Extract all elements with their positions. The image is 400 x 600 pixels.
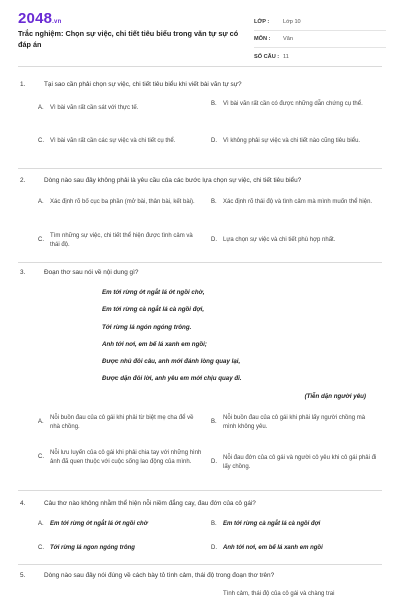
option-3b[interactable]: [211, 414, 377, 431]
meta-value: Văn: [283, 36, 293, 42]
option-letter: C.: [38, 454, 44, 461]
header-divider: [18, 66, 382, 67]
document-header: [0, 0, 400, 66]
option-1d[interactable]: [211, 137, 377, 146]
option-letter: A.: [38, 521, 44, 527]
option-letter: B.: [211, 199, 217, 205]
option-4c[interactable]: [38, 544, 204, 553]
meta-row-count: [254, 48, 386, 65]
poem-line: Được dặn đôi lời, anh yêu em mới chịu quay đi.: [102, 375, 242, 383]
option-3d[interactable]: [211, 454, 377, 471]
meta-table: [254, 14, 386, 65]
meta-label: MÔN :: [254, 36, 271, 42]
option-1c[interactable]: [38, 137, 204, 146]
option-text: Xác định rõ thái độ và tình cảm mà mình muốn thể hiện.: [223, 199, 373, 205]
document-title: Trắc nghiệm: Chọn sự việc, chi tiết tiêu biểu trong văn tự sự có đáp án: [18, 29, 239, 49]
option-letter: C.: [38, 138, 44, 144]
meta-value: 11: [283, 53, 289, 60]
option-text: Xác định rõ bố cục ba phần (mở bài, thân bài, kết bài).: [50, 199, 195, 205]
option-3a[interactable]: [38, 414, 204, 431]
option-text: Em tới rừng cà ngắt lá cà ngồi đợi: [223, 521, 321, 527]
option-2a[interactable]: [38, 198, 204, 207]
question-1: [0, 80, 400, 89]
question-text: Câu thơ nào không nhằm thể hiện nỗi niềm đắng cay, đau đớn của cô gái?: [44, 500, 256, 507]
option-5b[interactable]: [211, 590, 377, 599]
question-number: 1.: [20, 81, 26, 88]
option-text: Anh tới nơi, em bế lá xanh em ngồi: [223, 545, 323, 551]
option-2b[interactable]: [211, 198, 377, 207]
question-4: [0, 499, 400, 508]
option-letter: C.: [38, 545, 44, 551]
option-text: Tới rừng lá ngon ngóng trông: [50, 545, 135, 551]
question-text: Đoạn thơ sau nói về nội dung gì?: [44, 269, 139, 276]
option-letter: A.: [38, 105, 44, 111]
meta-value: Lớp 10: [283, 19, 301, 25]
question-text: Dòng nào sau đây nói đúng về cách bày tỏ tình cảm, thái độ trong đoạn thơ trên?: [44, 572, 275, 579]
poem-source: (Tiễn dặn người yêu): [304, 393, 366, 400]
poem-line: Anh tới nơi, em bế lá xanh em ngồi;: [102, 340, 207, 348]
brand-suffix: .vn: [52, 19, 62, 25]
option-text: Nỗi lưu luyến của cô gái khi phải chia tay với những hình ảnh đã quen thuộc với cuộc sống lao động của mình.: [50, 450, 202, 465]
option-letter: D.: [211, 459, 217, 466]
question-3: [0, 268, 400, 277]
option-text: Lựa chọn sự việc và chi tiết phù hợp nhất.: [223, 237, 336, 243]
brand-logo[interactable]: [18, 10, 61, 27]
option-text: Tìm những sự việc, chi tiết thể hiện được tình cảm và thái độ.: [50, 233, 193, 248]
option-2c[interactable]: [38, 232, 204, 249]
option-text: Vì bài văn rất cần có được những dẫn chứng cụ thể.: [223, 101, 363, 107]
question-separator: [18, 564, 382, 565]
option-letter: B.: [211, 521, 217, 527]
question-text: Tại sao cần phải chọn sự việc, chi tiết tiêu biểu khi viết bài văn tự sự?: [44, 81, 242, 88]
question-number: 4.: [20, 500, 26, 507]
option-4b[interactable]: [211, 520, 377, 529]
option-text: Em tới rừng ớt ngắt lá ớt ngồi chờ: [50, 521, 148, 527]
meta-row-subject: [254, 31, 386, 48]
option-letter: A.: [38, 199, 44, 205]
option-text: Nỗi buồn đau của cô gái khi phải lấy người chồng mà mình không yêu.: [223, 415, 366, 430]
option-text: Vì không phải sự việc và chi tiết nào cũng tiêu biểu.: [223, 138, 361, 144]
poem-line: Tới rừng lá ngón ngóng trông.: [102, 323, 192, 331]
brand-name: 2048: [18, 10, 53, 27]
option-letter: D.: [211, 545, 217, 551]
poem-line: Được nhủ đôi câu, anh mới đánh lòng quay lại,: [102, 358, 241, 366]
option-4a[interactable]: [38, 520, 204, 529]
question-separator: [18, 168, 382, 169]
question-text: Dòng nào sau đây không phải là yêu cầu của các bước lựa chọn sự việc, chi tiết tiêu biểu?: [44, 177, 302, 184]
question-separator: [18, 490, 382, 491]
meta-label: LỚP :: [254, 19, 270, 25]
option-4d[interactable]: [211, 544, 377, 553]
option-letter: C.: [38, 237, 44, 244]
meta-row-grade: [254, 14, 386, 31]
question-separator: [18, 262, 382, 263]
question-5: [0, 571, 400, 580]
question-2: [0, 176, 400, 185]
question-number: 5.: [20, 572, 26, 579]
poem-line: Em tới rừng ớt ngắt lá ớt ngồi chờ,: [102, 289, 205, 296]
option-2d[interactable]: [211, 236, 377, 245]
poem-block: [102, 284, 342, 388]
poem-line: Em tới rừng cà ngắt lá cà ngồi đợi,: [102, 306, 205, 314]
question-number: 3.: [20, 269, 26, 276]
option-text: Nỗi đau đớn của cô gái và người cô yêu khi cô gái phải đi lấy chồng.: [223, 455, 377, 470]
option-letter: D.: [211, 237, 217, 243]
option-text: Vì bài văn rất cần sát với thực tế.: [50, 105, 139, 111]
meta-label: SỐ CÂU :: [254, 53, 280, 60]
option-text: Tình cảm, thái độ của cô gái và chàng trai: [223, 591, 335, 597]
option-letter: A.: [38, 419, 44, 426]
option-letter: B.: [211, 101, 217, 107]
option-3c[interactable]: [38, 449, 204, 466]
option-letter: D.: [211, 138, 217, 144]
option-1b[interactable]: [211, 100, 377, 109]
option-text: Vì bài văn rất cần các sự việc và chi tiết cụ thể.: [50, 138, 176, 144]
option-letter: B.: [211, 419, 217, 426]
option-text: Nỗi buồn đau của cô gái khi phải từ biệt mẹ cha để về nhà chồng.: [50, 415, 194, 430]
question-number: 2.: [20, 177, 26, 184]
option-1a[interactable]: [38, 104, 204, 113]
